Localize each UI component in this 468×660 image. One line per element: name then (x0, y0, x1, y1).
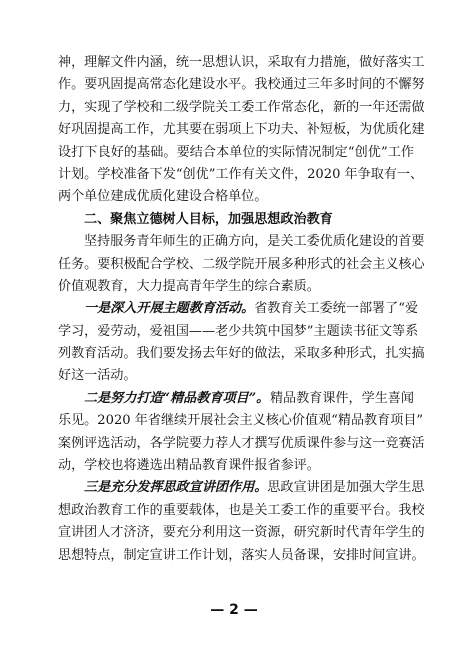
text-line: 好巩固提高工作，尤其要在弱项上下功夫、补短板，为优质化建 (58, 122, 425, 138)
paragraph-intro (58, 52, 425, 209)
text-line (58, 298, 419, 320)
text-run: 省教育关工委统一部署了“爱 (254, 301, 419, 317)
text-run: 精品教育课件，学生喜闻 (269, 390, 414, 406)
text-line: 计划。学校准备下发“创优”工作有关文件，2020 年争取有一、 (58, 166, 424, 182)
lead-phrase: 一是深入开展主题教育活动。 (84, 301, 255, 317)
text-line: 乐见。2020 年省继续开展社会主义核心价值观“精品教育项目” (58, 413, 424, 429)
paragraph-task (58, 231, 425, 298)
page-number: — 2 — (210, 602, 258, 618)
text-line: 作。要巩固提高常态化建设水平。我校通过三年多时间的不懈努 (58, 77, 425, 93)
text-line (58, 388, 414, 410)
text-run: 思政宣讲团是加强大学生思 (267, 480, 425, 496)
lead-phrase: 二是努力打造“精品教育项目”。 (84, 390, 270, 406)
text-line: 两个单位建成优质化建设合格单位。 (58, 189, 268, 205)
text-line: 坚持服务青年师生的正确方向，是关工委优质化建设的首要 (84, 234, 425, 250)
text-line: 神，理解文件内涵，统一思想认识，采取有力措施，做好落实工 (58, 55, 425, 70)
text-line: 好这一活动。 (58, 368, 137, 384)
section-heading: 二、聚焦立德树人目标，加强思想政治教育 (84, 211, 333, 227)
paragraph-lecture-group (58, 477, 425, 567)
text-line: 设打下良好的基础。要结合本单位的实际情况制定“创优”工作 (58, 144, 414, 160)
paragraph-quality-project (58, 388, 425, 478)
text-line: 动，学校也将遴选出精品教育课件报省参评。 (58, 458, 320, 474)
text-line (58, 477, 425, 499)
text-line: 宣讲团人才济济，要充分利用这一资源，研究新时代青年学生的 (58, 525, 425, 541)
text-line: 想政治教育工作的重要载体，也是关工委工作的重要平台。我校 (58, 502, 425, 518)
text-line: 力，实现了学校和二级学院关工委工作常态化，新的一年还需做 (58, 99, 425, 115)
body-text (58, 52, 425, 567)
text-line: 学习，爱劳动，爱祖国——老少共筑中国梦”主题读书征文等系 (58, 323, 419, 339)
text-line: 价值观教育，大力提高青年学生的综合素质。 (58, 278, 320, 294)
lead-phrase: 三是充分发挥思政宣讲团作用。 (84, 480, 268, 496)
text-line: 思想特点，制定宣讲工作计划，落实人员备课，安排时间宣讲。 (58, 547, 425, 563)
text-line: 列教育活动。我们要发扬去年好的做法，采取多种形式，扎实搞 (58, 346, 425, 362)
text-line: 任务。要积极配合学校、二级学院开展多种形式的社会主义核心 (58, 256, 425, 272)
text-line: 案例评选活动，各学院要力荐人才撰写优质课件参与这一竞赛活 (58, 435, 425, 451)
paragraph-theme-education (58, 298, 425, 388)
